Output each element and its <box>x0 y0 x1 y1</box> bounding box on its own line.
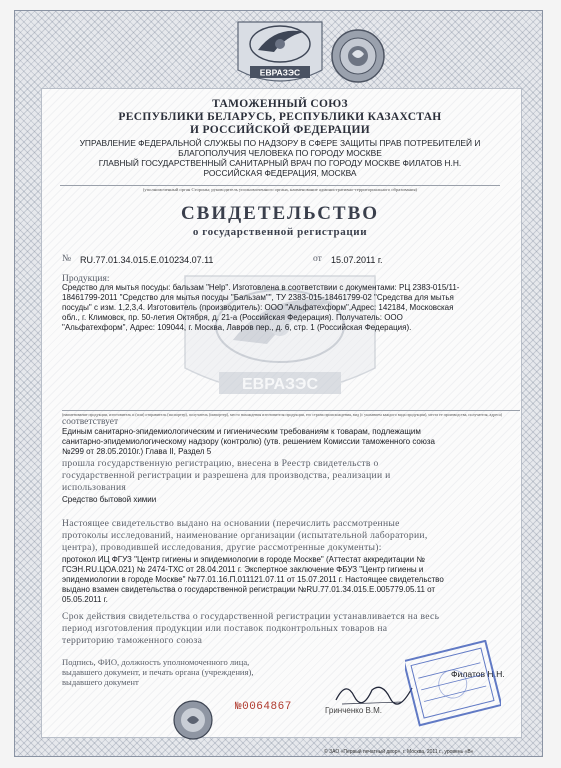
conformity-line-1: Единым санитарно-эпидемиологическим и гигиеническим требованиям к товарам, подлежащим <box>62 427 421 436</box>
registry-line-2: государственной регистрации и разрешена для производства, реализации и <box>62 470 391 481</box>
hologram-seal-bottom <box>173 700 213 740</box>
svg-text:ЕВРАЗЭС: ЕВРАЗЭС <box>241 376 319 393</box>
product-line-3: посуды" с изм. 1,2,3,4. Изготовитель (производитель): ООО "Альфатехформ",Адрес: 142184, Московская <box>62 303 454 312</box>
basis-label-2: протоколы исследований, наименование организации (испытательной лаборатории, <box>62 530 428 541</box>
stamp-name: Гринченко В.М. <box>325 706 382 715</box>
registration-date: 15.07.2011 г. <box>331 255 383 265</box>
basis-line-3: эпидемиологии в городе Москве" №77.01.16.П.011121.07.11 от 15.07.2011 г. Настоящее свидетельство <box>62 575 444 584</box>
union-line-2: РЕСПУБЛИКИ БЕЛАРУСЬ, РЕСПУБЛИКИ КАЗАХСТАН <box>118 111 442 123</box>
basis-line-1: протокол ИЦ ФГУЗ "Центр гигиены и эпидемиологии в городе Москве" (Аттестат аккредитации № <box>62 555 425 564</box>
conformity-line-2: санитарно-эпидемиологическому надзору (контролю) (утв. решением Комиссии таможенного союза <box>62 437 435 446</box>
document-subtitle: о государственной регистрации <box>192 226 368 238</box>
authority-line-1: УПРАВЛЕНИЕ ФЕДЕРАЛЬНОЙ СЛУЖБЫ ПО НАДЗОРУ В СФЕРЕ ЗАЩИТЫ ПРАВ ПОТРЕБИТЕЛЕЙ И <box>79 138 481 148</box>
product-label: Продукция: <box>62 274 110 284</box>
union-line-3: И РОССИЙСКОЙ ФЕДЕРАЦИИ <box>190 124 370 136</box>
validity-line-3: территорию таможенного союза <box>62 635 203 646</box>
serial-number: №0064867 <box>235 701 292 713</box>
product-line-1: Средство для мытья посуды: бальзам "Help". Изготовлена в соответствии с документами: РЦ 2383-015/11- <box>62 283 460 292</box>
product-line-5: "Альфатехформ", Адрес: 109044, г. Москва, Лавров пер., д. 6, стр. 1 (Российская Федерация). <box>62 323 412 332</box>
basis-line-5: 05.05.2011 г. <box>62 595 108 604</box>
document-title: СВИДЕТЕЛЬСТВО <box>180 203 380 224</box>
product-caption: (наименование продукции, изготовитель и (или) отправитель (экспортер), получатель (импортер), место нахождения изготовителя продукции, его страна происхождения, вид (с указанием каждого вида продукции), места ее производства, получателя, адреса) <box>62 410 520 418</box>
conformity-line-3: №299 от 28.05.2010г.) Глава II, Раздел 5 <box>62 447 212 456</box>
basis-line-4: выдано взамен свидетельства о государственной регистрации №RU.77.01.34.015.Е.005779.05.11 от <box>62 585 436 594</box>
hologram-seal-top <box>330 28 386 84</box>
registry-line-3: использования <box>62 482 127 493</box>
printer-imprint: © ЗАО «Первый печатный двор», г. Москва, 2011 г., уровень «В» <box>324 749 474 755</box>
authority-caption: (уполномоченный орган Стороны; руководитель уполномоченного органа, наименование административно-территориального образования) <box>60 185 500 193</box>
signature-label-1: Подпись, ФИО, должность уполномоченного лица, <box>62 657 250 667</box>
validity-line-1: Срок действия свидетельства о государственной регистрации устанавливается на весь <box>62 611 440 622</box>
signature-scribble <box>332 676 416 708</box>
authority-line-3: ГЛАВНЫЙ ГОСУДАРСТВЕННЫЙ САНИТАРНЫЙ ВРАЧ ПО ГОРОДУ МОСКВЕ ФИЛАТОВ Н.Н. <box>98 158 462 168</box>
registration-number: RU.77.01.34.015.Е.010234.07.11 <box>80 255 214 265</box>
product-usage: Средство бытовой химии <box>62 495 157 504</box>
registry-line-1: прошла государственную регистрацию, внесена в Реестр свидетельств о <box>62 458 379 469</box>
product-line-4: обл., г. Климовск, пр. 50-летия Октября, д. 21-а (Российская Федерация). Получатель: ООО <box>62 313 403 322</box>
product-line-2: 18461799-2011 "Средство для мытья посуды "Бальзам"", ТУ 2383-015-18461799-02 "Средства для мытья <box>62 293 454 302</box>
registration-number-label: № <box>62 254 72 264</box>
registration-date-label: от <box>313 254 322 264</box>
signer-name: Филатов Н.Н. <box>451 669 505 679</box>
eurasec-emblem <box>230 14 330 86</box>
authority-line-2: БЛАГОПОЛУЧИЯ ЧЕЛОВЕКА ПО ГОРОДУ МОСКВЕ <box>178 148 382 158</box>
official-stamp <box>405 640 501 730</box>
conformity-label: соответствует <box>62 417 119 427</box>
basis-label-1: Настоящее свидетельство выдано на основании (перечислить рассмотренные <box>62 518 400 529</box>
signature-label-3: выдавшего документ <box>62 677 139 687</box>
basis-label-3: центра), проводившей исследования, другие рассмотренные документы): <box>62 542 382 553</box>
authority-line-4: РОССИЙСКАЯ ФЕДЕРАЦИЯ, МОСКВА <box>203 168 357 178</box>
validity-line-2: период изготовления продукции или поставок подконтрольных товаров на <box>62 623 388 634</box>
basis-line-2: ГСЭН.RU.ЦОА.021) № 2474-ТХС от 28.04.2011 г. Экспертное заключение ФБУЗ "Центр гигиены и <box>62 565 424 574</box>
union-line-1: ТАМОЖЕННЫЙ СОЮЗ <box>212 98 348 110</box>
svg-text:ЕВРАЗЭС: ЕВРАЗЭС <box>259 67 301 78</box>
signature-label-2: выдавшего документ, и печать органа (учреждения), <box>62 667 254 677</box>
